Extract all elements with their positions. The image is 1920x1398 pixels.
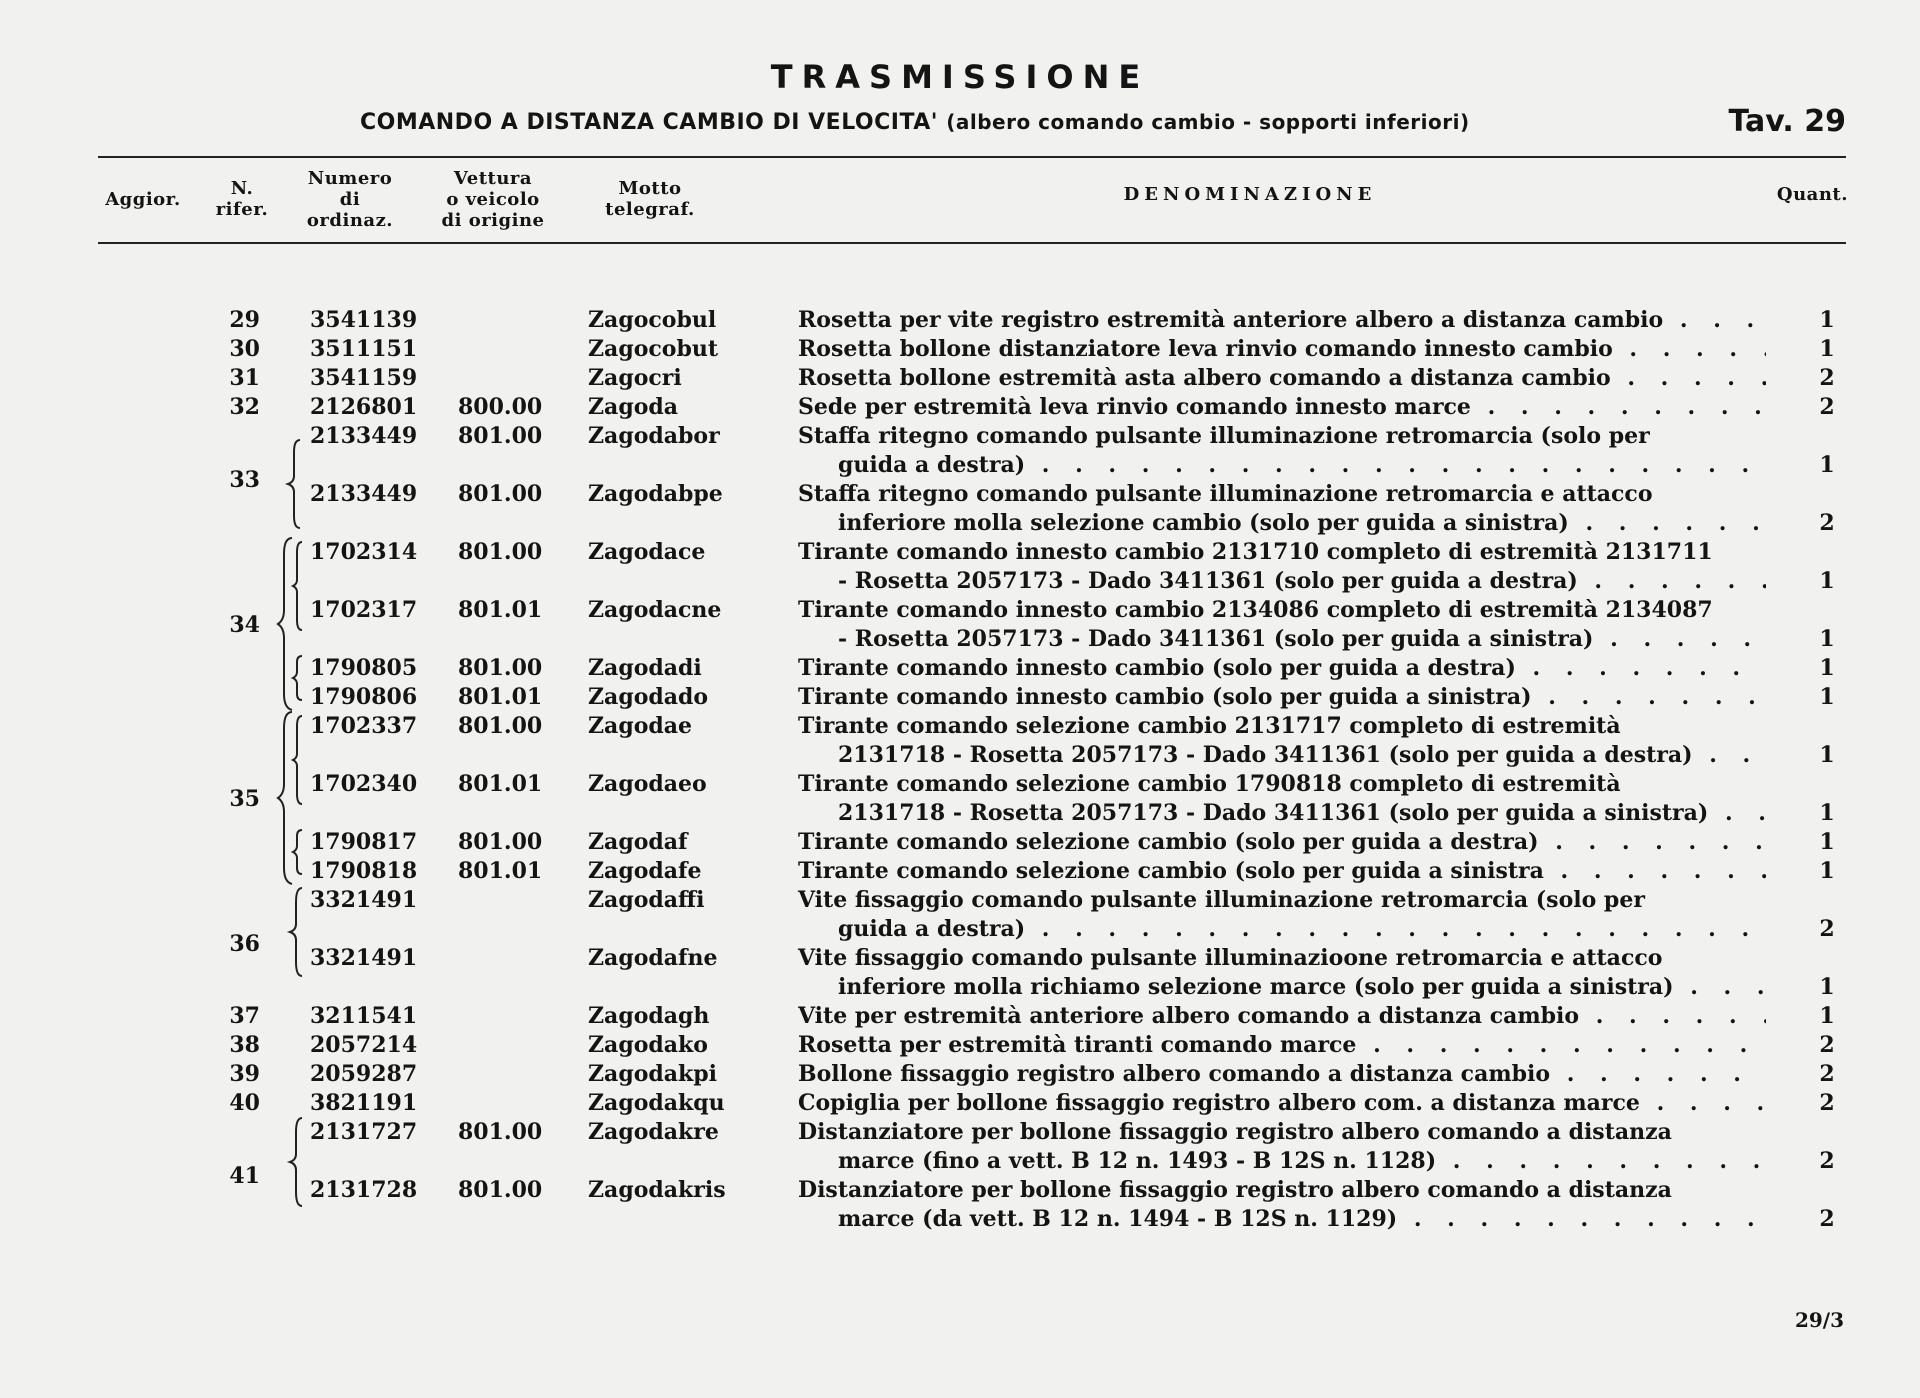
telegraph-code: Zagodako	[588, 1032, 708, 1058]
order-number: 3211541	[310, 1003, 418, 1029]
column-header-vettura: Vettura o veicolo di origine	[441, 168, 545, 231]
quantity: 1	[1819, 452, 1835, 478]
quantity: 2	[1819, 510, 1835, 536]
order-number: 1790806	[310, 684, 418, 710]
order-number: 1790805	[310, 655, 418, 681]
telegraph-code: Zagodakqu	[588, 1090, 725, 1116]
quantity: 1	[1819, 684, 1835, 710]
brace-33	[288, 440, 300, 528]
quantity: 1	[1819, 858, 1835, 884]
header-rule-bottom	[98, 242, 1846, 244]
order-number: 2131728	[310, 1177, 418, 1203]
column-header-aggior: Aggior.	[105, 189, 181, 210]
order-number: 2131727	[310, 1119, 418, 1145]
group-ref-number: 41	[229, 1163, 260, 1189]
order-number: 2133449	[310, 423, 418, 449]
ref-number: 40	[229, 1090, 260, 1116]
order-number: 1702340	[310, 771, 418, 797]
ref-number: 37	[229, 1003, 260, 1029]
telegraph-code: Zagodado	[588, 684, 709, 710]
order-number: 1702314	[310, 539, 418, 565]
vehicle-origin: 801.00	[458, 829, 543, 855]
ref-number: 38	[229, 1032, 260, 1058]
quantity: 1	[1819, 336, 1835, 362]
column-header-rifer: N. rifer.	[215, 178, 269, 220]
order-number: 2126801	[310, 394, 418, 420]
description-line: Rosetta per vite registro estremità anteriore albero a distanza cambio . . .	[798, 306, 1766, 335]
brace-34-outer	[278, 538, 292, 710]
column-header-denominazione: DENOMINAZIONE	[1123, 184, 1377, 205]
column-header-numero: Numero di ordinaz.	[306, 168, 394, 231]
quantity: 2	[1819, 1090, 1835, 1116]
group-ref-number: 36	[229, 931, 260, 957]
description-line: Vite fissaggio comando pulsante illuminazioone retromarcia e attacco	[798, 945, 1663, 971]
telegraph-code: Zagodafe	[588, 858, 702, 884]
group-ref-number: 33	[229, 467, 260, 493]
vehicle-origin: 801.00	[458, 1119, 543, 1145]
order-number: 2059287	[310, 1061, 418, 1087]
quantity: 2	[1819, 916, 1835, 942]
brace-34b	[293, 656, 302, 700]
quantity: 2	[1819, 394, 1835, 420]
vehicle-origin: 801.00	[458, 481, 543, 507]
quantity: 2	[1819, 1148, 1835, 1174]
description-line: 2131718 - Rosetta 2057173 - Dado 3411361 (solo per guida a destra) . . .	[838, 741, 1766, 770]
order-number: 3321491	[310, 945, 418, 971]
brace-34a	[293, 542, 302, 630]
telegraph-code: Zagodafne	[588, 945, 718, 971]
subtitle-paren: (albero comando cambio - sopporti inferiori)	[946, 110, 1470, 134]
telegraph-code: Zagocri	[588, 365, 682, 391]
telegraph-code: Zagoda	[588, 394, 679, 420]
quantity: 2	[1819, 1061, 1835, 1087]
description-line: - Rosetta 2057173 - Dado 3411361 (solo per guida a destra) . . .	[838, 567, 1766, 596]
telegraph-code: Zagodabor	[588, 423, 720, 449]
quantity: 1	[1819, 800, 1835, 826]
description-line: Tirante comando innesto cambio (solo per guida a sinistra) . . .	[798, 683, 1766, 712]
description-line: Distanziatore per bollone fissaggio registro albero comando a distanza	[798, 1177, 1672, 1203]
description-line: Staffa ritegno comando pulsante illuminazione retromarcia (solo per	[798, 423, 1650, 449]
description-line: marce (fino a vett. B 12 n. 1493 - B 12S n. 1128) . . .	[838, 1147, 1766, 1176]
subtitle-main: COMANDO A DISTANZA CAMBIO DI VELOCITA'	[360, 110, 939, 135]
ref-number: 30	[229, 336, 260, 362]
quantity: 1	[1819, 829, 1835, 855]
telegraph-code: Zagodakpi	[588, 1061, 717, 1087]
telegraph-code: Zagodakre	[588, 1119, 719, 1145]
telegraph-code: Zagodagh	[588, 1003, 710, 1029]
quantity: 2	[1819, 365, 1835, 391]
page-number: 29/3	[1794, 1308, 1844, 1332]
description-line: Tirante comando innesto cambio (solo per guida a destra) . . .	[798, 654, 1766, 683]
order-number: 3321491	[310, 887, 418, 913]
vehicle-origin: 801.01	[458, 597, 543, 623]
quantity: 2	[1819, 1206, 1835, 1232]
description-line: marce (da vett. B 12 n. 1494 - B 12S n. 1129) . . .	[838, 1205, 1766, 1234]
description-line: 2131718 - Rosetta 2057173 - Dado 3411361 (solo per guida a sinistra) . . .	[838, 799, 1766, 828]
description-line: Rosetta bollone distanziatore leva rinvio comando innesto cambio . . .	[798, 335, 1766, 364]
ref-number: 39	[229, 1061, 260, 1087]
description-line: Tirante comando selezione cambio 2131717 completo di estremità	[798, 713, 1621, 739]
description-line: Vite per estremità anteriore albero comando a distanza cambio . . .	[798, 1002, 1766, 1031]
description-line: Distanziatore per bollone fissaggio registro albero comando a distanza	[798, 1119, 1672, 1145]
description-line: Tirante comando innesto cambio 2131710 completo di estremità 2131711	[798, 539, 1713, 565]
header-rule-top	[98, 156, 1846, 158]
order-number: 2133449	[310, 481, 418, 507]
vehicle-origin: 801.00	[458, 539, 543, 565]
description-line: Vite fissaggio comando pulsante illuminazione retromarcia (solo per	[798, 887, 1645, 913]
order-number: 2057214	[310, 1032, 418, 1058]
order-number: 3821191	[310, 1090, 418, 1116]
description-line: Rosetta bollone estremità asta albero comando a distanza cambio . . .	[798, 364, 1766, 393]
telegraph-code: Zagodaffi	[588, 887, 705, 913]
telegraph-code: Zagodaeo	[588, 771, 707, 797]
description-line: Tirante comando selezione cambio 1790818 completo di estremità	[798, 771, 1621, 797]
vehicle-origin: 801.01	[458, 771, 543, 797]
quantity: 1	[1819, 742, 1835, 768]
vehicle-origin: 801.00	[458, 713, 543, 739]
quantity: 2	[1819, 1032, 1835, 1058]
ref-number: 32	[229, 394, 260, 420]
quantity: 1	[1819, 568, 1835, 594]
telegraph-code: Zagocobul	[588, 307, 717, 333]
order-number: 1702337	[310, 713, 418, 739]
column-header-quant: Quant.	[1776, 184, 1848, 205]
brace-35b	[293, 830, 302, 874]
group-ref-number: 34	[229, 612, 260, 638]
description-line: Staffa ritegno comando pulsante illuminazione retromarcia e attacco	[798, 481, 1653, 507]
order-number: 3541139	[310, 307, 418, 333]
order-number: 1790817	[310, 829, 418, 855]
vehicle-origin: 801.01	[458, 858, 543, 884]
description-line: Rosetta per estremità tiranti comando marce . . .	[798, 1031, 1766, 1060]
description-line: Tirante comando selezione cambio (solo per guida a destra) . . .	[798, 828, 1766, 857]
description-line: inferiore molla selezione cambio (solo per guida a sinistra) . . .	[838, 509, 1766, 538]
group-ref-number: 35	[229, 786, 260, 812]
order-number: 1790818	[310, 858, 418, 884]
telegraph-code: Zagodakris	[588, 1177, 726, 1203]
telegraph-code: Zagodabpe	[588, 481, 723, 507]
ref-number: 29	[229, 307, 260, 333]
description-line: inferiore molla richiamo selezione marce (solo per guida a sinistra) . . .	[838, 973, 1766, 1002]
ref-number: 31	[229, 365, 260, 391]
page-title: TRASMISSIONE	[770, 58, 1150, 96]
description-line: Tirante comando innesto cambio 2134086 completo di estremità 2134087	[798, 597, 1713, 623]
order-number: 3511151	[310, 336, 418, 362]
column-header-motto: Motto telegraf.	[605, 178, 695, 220]
telegraph-code: Zagodacne	[588, 597, 722, 623]
telegraph-code: Zagodaf	[588, 829, 688, 855]
vehicle-origin: 801.00	[458, 1177, 543, 1203]
telegraph-code: Zagocobut	[588, 336, 718, 362]
vehicle-origin: 800.00	[458, 394, 543, 420]
vehicle-origin: 801.00	[458, 655, 543, 681]
description-line: Copiglia per bollone fissaggio registro albero com. a distanza marce . . .	[798, 1089, 1766, 1118]
telegraph-code: Zagodae	[588, 713, 693, 739]
description-line: Tirante comando selezione cambio (solo per guida a sinistra . . .	[798, 857, 1766, 886]
brace-36	[290, 888, 302, 976]
quantity: 1	[1819, 626, 1835, 652]
description-line: Bollone fissaggio registro albero comando a distanza cambio . . .	[798, 1060, 1766, 1089]
quantity: 1	[1819, 974, 1835, 1000]
brace-35-outer	[278, 712, 292, 884]
page-subtitle	[360, 110, 1470, 135]
description-line: guida a destra) . . .	[838, 451, 1766, 480]
quantity: 1	[1819, 307, 1835, 333]
table-label: Tav. 29	[1728, 104, 1846, 139]
quantity: 1	[1819, 1003, 1835, 1029]
order-number: 3541159	[310, 365, 418, 391]
description-line: Sede per estremità leva rinvio comando innesto marce . . .	[798, 393, 1766, 422]
telegraph-code: Zagodace	[588, 539, 706, 565]
vehicle-origin: 801.01	[458, 684, 543, 710]
vehicle-origin: 801.00	[458, 423, 543, 449]
telegraph-code: Zagodadi	[588, 655, 702, 681]
brace-35a	[293, 716, 302, 804]
description-line: guida a destra) . . .	[838, 915, 1766, 944]
quantity: 1	[1819, 655, 1835, 681]
description-line: - Rosetta 2057173 - Dado 3411361 (solo per guida a sinistra) . . .	[838, 625, 1766, 654]
order-number: 1702317	[310, 597, 418, 623]
brace-41	[290, 1118, 302, 1206]
